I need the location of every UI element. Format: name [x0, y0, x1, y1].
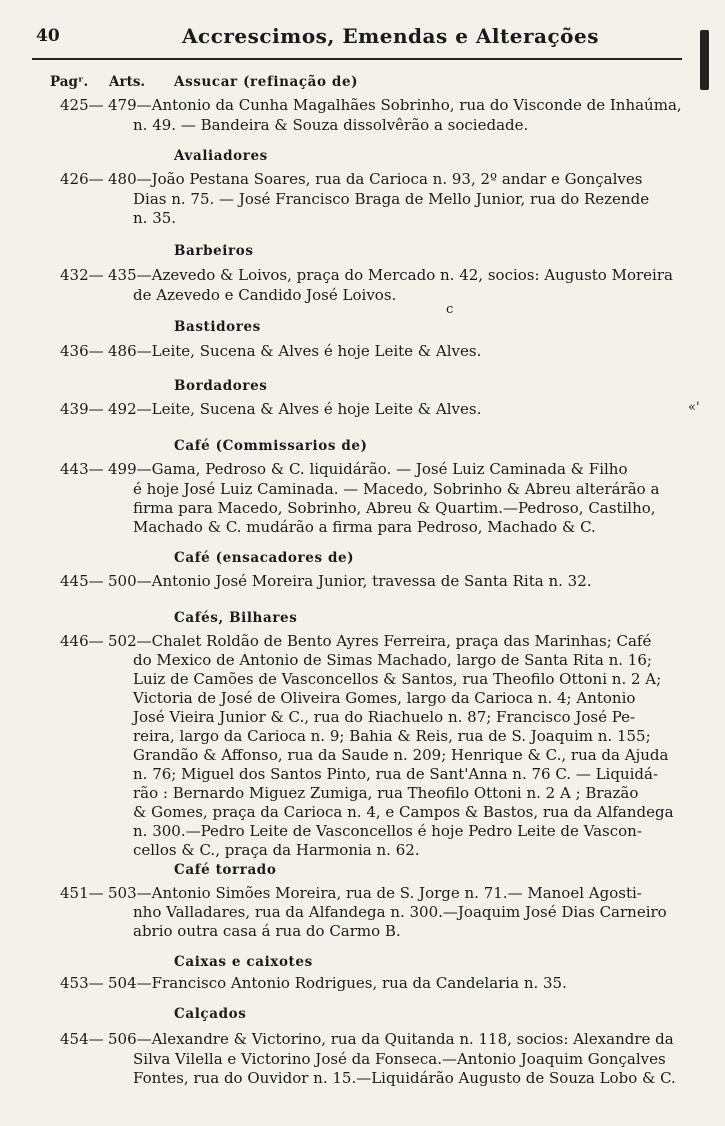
entry-line: & Gomes, praça da Carioca n. 4, e Campos & Bastos, rua da Alfandega: [133, 803, 674, 821]
section-title: Bordadores: [174, 378, 268, 394]
entry-line: 486—Leite, Sucena & Alves é hoje Leite & Alves.: [108, 342, 482, 360]
section-title: Cafés, Bilhares: [174, 610, 298, 626]
page-ref: 436—: [60, 342, 104, 360]
entry-line: 499—Gama, Pedroso & C. liquidárão. — José Luiz Caminada & Filho: [108, 460, 628, 478]
entry-line: abrio outra casa á rua do Carmo B.: [133, 922, 401, 940]
entry-line: cellos & C., praça da Harmonia n. 62.: [133, 841, 420, 859]
entry-line: de Azevedo e Candido José Loivos.: [133, 286, 397, 304]
margin-mark: «': [688, 400, 700, 415]
entry-line: Silva Vilella e Victorino José da Fonseca.—Antonio Joaquim Gonçalves: [133, 1050, 666, 1068]
section-title: Caixas e caixotes: [174, 954, 313, 970]
pages-column-head: Pagʳ.: [50, 74, 89, 90]
section-title: Café (ensacadores de): [174, 550, 355, 566]
page-ref: 439—: [60, 400, 104, 418]
running-title: Accrescimos, Emendas e Alterações: [182, 24, 599, 48]
page-edge-mark: [700, 30, 709, 90]
section-title: Barbeiros: [174, 243, 254, 259]
page-ref: 426—: [60, 170, 104, 188]
entry-line: 502—Chalet Roldão de Bento Ayres Ferreira, praça das Marinhas; Café: [108, 632, 652, 650]
entry-line: 506—Alexandre & Victorino, rua da Quitanda n. 118, socios: Alexandre da: [108, 1030, 674, 1048]
page-ref: 443—: [60, 460, 104, 478]
articles-column-head: Arts.: [109, 74, 146, 90]
entry-line: 503—Antonio Simões Moreira, rua de S. Jorge n. 71.— Manoel Agosti-: [108, 884, 642, 902]
entry-line: Luiz de Camões de Vasconcellos & Santos, rua Theofilo Ottoni n. 2 A;: [133, 670, 662, 688]
header-rule: [32, 58, 682, 60]
page-ref: 451—: [60, 884, 104, 902]
page-number: 40: [36, 26, 60, 46]
entry-line: 500—Antonio José Moreira Junior, travessa de Santa Rita n. 32.: [108, 572, 592, 590]
entry-line: 479—Antonio da Cunha Magalhães Sobrinho, rua do Visconde de Inhaúma,: [108, 96, 682, 114]
entry-line: José Vieira Junior & C., rua do Riachuelo n. 87; Francisco José Pe-: [133, 708, 636, 726]
entry-line: Grandão & Affonso, rua da Saude n. 209; Henrique & C., rua da Ajuda: [133, 746, 669, 764]
section-title: Café torrado: [174, 862, 277, 878]
page-ref: 425—: [60, 96, 104, 114]
section-title: Calçados: [174, 1006, 247, 1022]
entry-line: Victoria de José de Oliveira Gomes, largo da Carioca n. 4; Antonio: [133, 689, 636, 707]
entry-line: n. 35.: [133, 209, 177, 227]
page-ref: 445—: [60, 572, 104, 590]
entry-line: n. 76; Miguel dos Santos Pinto, rua de Sant'Anna n. 76 C. — Liquidá-: [133, 765, 659, 783]
entry-line: Dias n. 75. — José Francisco Braga de Mello Junior, rua do Rezende: [133, 190, 650, 208]
page-ref: 446—: [60, 632, 104, 650]
entry-line: 435—Azevedo & Loivos, praça do Mercado n. 42, socios: Augusto Moreira: [108, 266, 673, 284]
page-header: [32, 22, 692, 62]
page-ref: 453—: [60, 974, 104, 992]
entry-line: nho Valladares, rua da Alfandega n. 300.—Joaquim José Dias Carneiro: [133, 903, 667, 921]
entry-line: 504—Francisco Antonio Rodrigues, rua da Candelaria n. 35.: [108, 974, 567, 992]
entry-line: do Mexico de Antonio de Simas Machado, largo de Santa Rita n. 16;: [133, 651, 652, 669]
section-title: Avaliadores: [174, 148, 268, 164]
entry-line: reira, largo da Carioca n. 9; Bahia & Reis, rua de S. Joaquim n. 155;: [133, 727, 651, 745]
entry-line: Machado & C. mudárão a firma para Pedroso, Machado & C.: [133, 518, 596, 536]
page-ref: 454—: [60, 1030, 104, 1048]
entry-line: n. 300.—Pedro Leite de Vasconcellos é hoje Pedro Leite de Vascon-: [133, 822, 642, 840]
entry-line: n. 49. — Bandeira & Souza dissolvêrão a sociedade.: [133, 116, 529, 134]
entry-line: é hoje José Luiz Caminada. — Macedo, Sobrinho & Abreu alterárão a: [133, 480, 660, 498]
margin-mark: c: [446, 302, 454, 317]
section-title: Café (Commissarios de): [174, 438, 368, 454]
section-title: Bastidores: [174, 319, 261, 335]
entry-line: 492—Leite, Sucena & Alves é hoje Leite & Alves.: [108, 400, 482, 418]
entry-line: rão : Bernardo Miguez Zumiga, rua Theofilo Ottoni n. 2 A ; Brazão: [133, 784, 639, 802]
entry-line: Fontes, rua do Ouvidor n. 15.—Liquidárão Augusto de Souza Lobo & C.: [133, 1069, 676, 1087]
page-ref: 432—: [60, 266, 104, 284]
entry-line: 480—João Pestana Soares, rua da Carioca n. 93, 2º andar e Gonçalves: [108, 170, 643, 188]
section-title: Assucar (refinação de): [174, 74, 359, 90]
entry-line: firma para Macedo, Sobrinho, Abreu & Quartim.—Pedroso, Castilho,: [133, 499, 656, 517]
